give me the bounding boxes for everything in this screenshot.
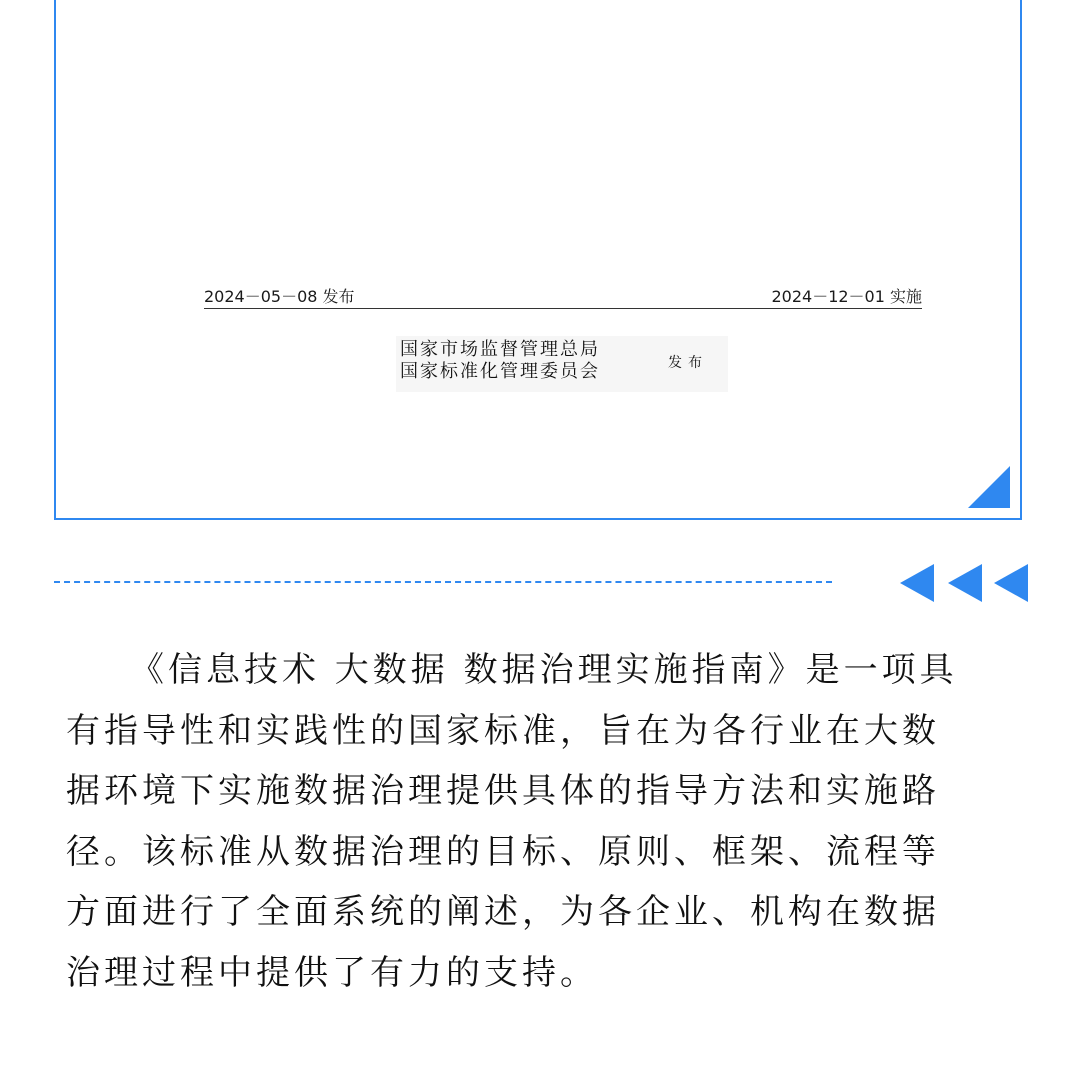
issuer-block bbox=[396, 336, 728, 392]
paragraph-line: 治理过程中提供了有力的支持。 bbox=[66, 952, 598, 993]
left-arrow-icon bbox=[994, 564, 1028, 602]
issuer-names bbox=[400, 339, 600, 383]
left-arrow-icon bbox=[948, 564, 982, 602]
paragraph-line: 《信息技术 大数据 数据治理实施指南》是一项具 bbox=[130, 650, 958, 690]
triangle-corner-icon bbox=[968, 466, 1010, 508]
date-row bbox=[204, 282, 922, 309]
left-arrow-icon bbox=[900, 564, 934, 602]
issuer-name: 国家标准化管理委员会 bbox=[400, 361, 600, 382]
issue-label: 发布 bbox=[668, 355, 708, 371]
implement-date: 2024－12－01 实施 bbox=[771, 287, 922, 306]
publish-date: 2024－05－08 发布 bbox=[204, 287, 355, 306]
dashed-divider bbox=[54, 581, 832, 583]
triple-left-arrow-icon bbox=[900, 564, 1030, 604]
paragraph-line: 据环境下实施数据治理提供具体的指导方法和实施路 bbox=[66, 771, 940, 811]
issuer-name: 国家市场监督管理总局 bbox=[400, 339, 600, 360]
paragraph-line: 径。该标准从数据治理的目标、原则、框架、流程等 bbox=[66, 831, 940, 872]
article-paragraph bbox=[66, 640, 1026, 1003]
document-cover-frame bbox=[54, 0, 1022, 520]
paragraph-line: 方面进行了全面系统的阐述，为各企业、机构在数据 bbox=[66, 892, 940, 932]
paragraph-line: 有指导性和实践性的国家标准，旨在为各行业在大数 bbox=[66, 710, 940, 751]
